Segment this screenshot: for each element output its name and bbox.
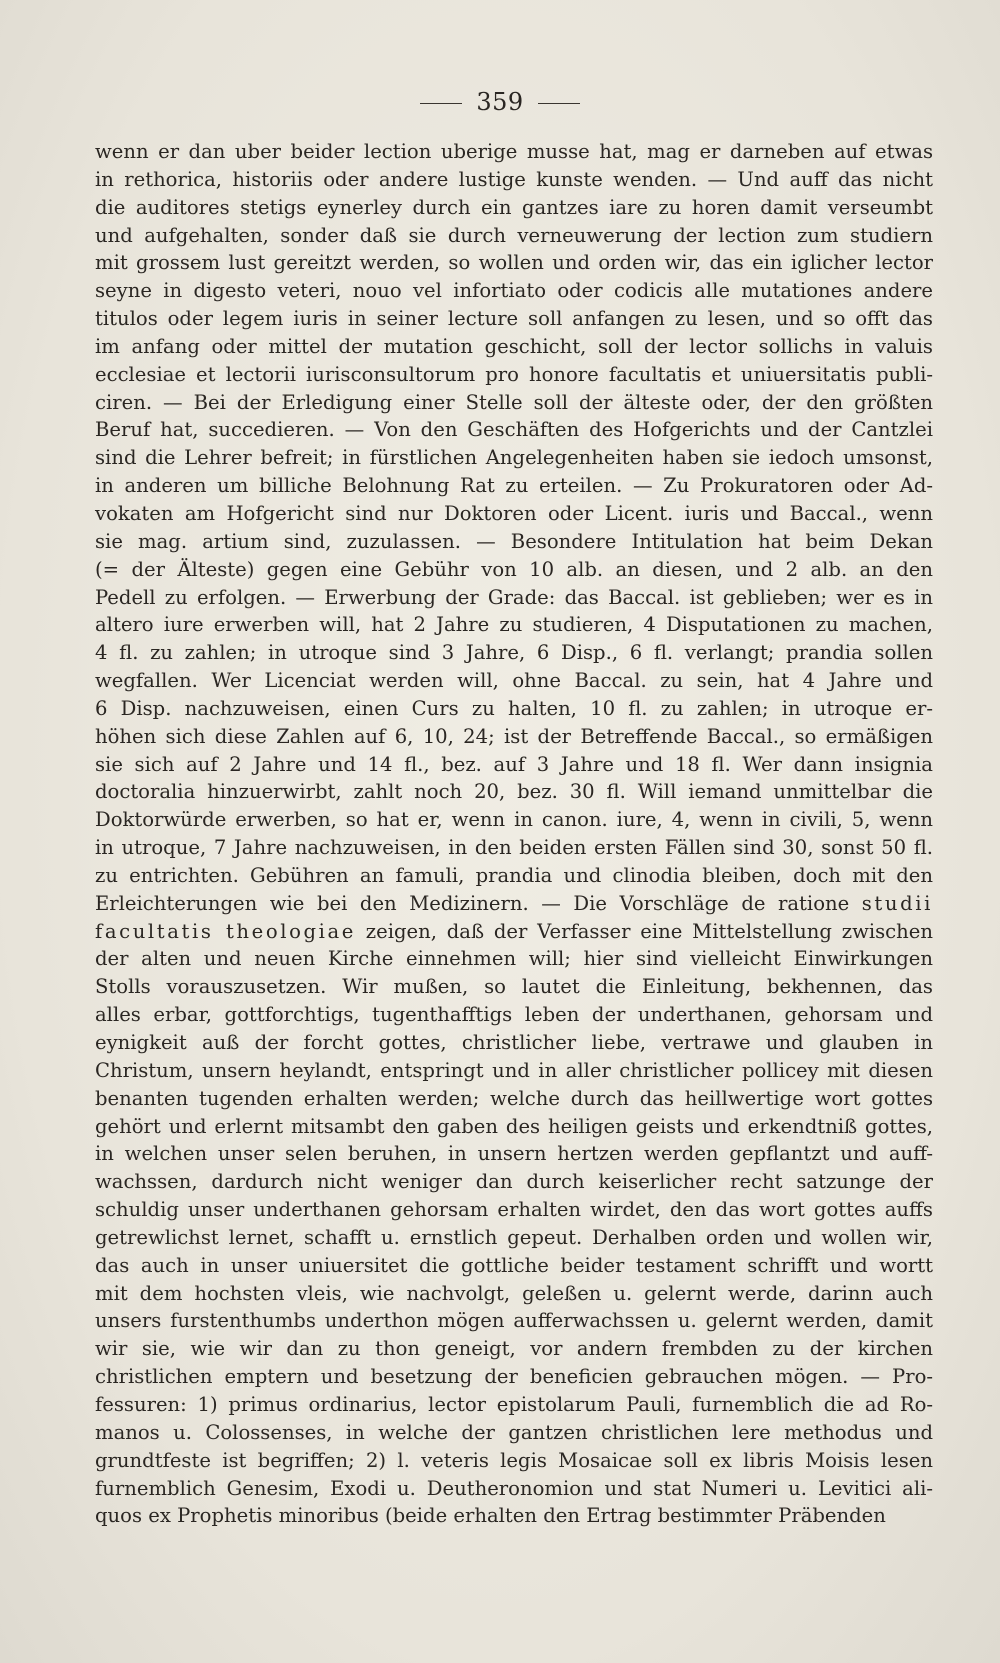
text-line: furnemblich Genesim, Exodi u. Deutheronomion und stat Numeri u. Levitici ali- — [95, 1476, 933, 1500]
text-line: sind die Lehrer befreit; in fürstlichen Angelegenheiten haben sie iedoch umsonst, — [95, 446, 933, 470]
text-line: höhen sich diese Zahlen auf 6, 10, 24; ist der Betreffende Baccal., so ermäßigen — [95, 724, 933, 748]
line-28-tail: zeigen, daß der Verfasser eine Mittelstellung zwischen — [355, 919, 933, 943]
text-line: Christum, unsern heylandt, entspringt und in aller christlicher pollicey mit diesen — [95, 1058, 933, 1082]
text-line: manos u. Colossenses, in welche der gantzen christlichen lere methodus und — [95, 1420, 933, 1444]
spaced-term-studii: studii — [861, 891, 933, 915]
text-line: quos ex Prophetis minoribus (beide erhalten den Ertrag bestimmter Präbenden — [95, 1504, 886, 1528]
text-line: 4 fl. zu zahlen; in utroque sind 3 Jahre, 6 Disp., 6 fl. verlangt; prandia sollen — [95, 641, 933, 665]
text-line: mit dem hochsten vleis, wie nachvolgt, geleßen u. gelernt werde, darinn auch — [95, 1281, 933, 1305]
line-27-lead: Erleichterungen wie bei den Medizinern. — Die Vorschläge de ratione — [95, 891, 862, 915]
text-line: in rethorica, historiis oder andere lustige kunste wenden. — Und auff das nicht — [95, 167, 933, 191]
text-line: sie sich auf 2 Jahre und 14 fl., bez. auf 3 Jahre und 18 fl. Wer dann insignia — [95, 752, 933, 776]
text-line: fessuren: 1) primus ordinarius, lector epistolarum Pauli, furnemblich die ad Ro- — [95, 1392, 933, 1416]
spaced-term-facultatis-theologiae: facultatis theologiae — [95, 919, 356, 943]
text-line: das auch in unser uniuersitet die gottliche beider testament schrifft und wortt — [95, 1253, 933, 1277]
text-line: und aufgehalten, sonder daß sie durch verneuwerung der lection zum studiern — [95, 223, 933, 247]
text-line: der alten und neuen Kirche einnehmen will; hier sind vielleicht Einwirkungen — [95, 947, 933, 971]
text-line: grundtfeste ist begriffen; 2) l. veteris legis Mosaicae soll ex libris Moisis lesen — [95, 1448, 933, 1472]
header-dash-right — [538, 103, 580, 104]
text-line: ecclesiae et lectorii iurisconsultorum pro honore facultatis et uniuersitatis publi- — [95, 362, 933, 386]
text-line: wachssen, dardurch nicht weniger dan durch keiserlicher recht satzunge der — [95, 1170, 933, 1194]
text-line: Stolls vorauszusetzen. Wir mußen, so lautet die Einleitung, bekhennen, das — [95, 975, 933, 999]
text-line: eynigkeit auß der forcht gottes, christlicher liebe, vertrawe und glauben in — [95, 1031, 933, 1054]
text-line: ciren. — Bei der Erledigung einer Stelle soll der älteste oder, der den größten — [95, 390, 933, 414]
page-header — [0, 88, 1000, 116]
text-line: mit grossem lust gereitzt werden, so wollen und orden wir, das ein iglicher lector — [95, 251, 933, 275]
text-line: Doktorwürde erwerben, so hat er, wenn in canon. iure, 4, wenn in civili, 5, wenn — [95, 808, 933, 832]
text-line: unsers furstenthumbs underthon mögen aufferwachssen u. gelernt werden, damit — [95, 1309, 933, 1333]
text-line: in welchen unser selen beruhen, in unsern hertzen werden gepflantzt und auff- — [95, 1142, 933, 1166]
body-text — [95, 138, 933, 1530]
text-line: wegfallen. Wer Licenciat werden will, ohne Baccal. zu sein, hat 4 Jahre und — [95, 669, 933, 693]
text-line: im anfang oder mittel der mutation geschicht, soll der lector sollichs in valuis — [95, 334, 933, 358]
text-line: wenn er dan uber beider lection uberige musse hat, mag er darneben auf etwas — [95, 140, 933, 163]
text-line: vokaten am Hofgericht sind nur Doktoren oder Licent. iuris und Baccal., wenn — [95, 501, 933, 525]
text-line: gehört und erlernt mitsambt den gaben des heiligen geists und erkendtniß gottes, — [95, 1114, 933, 1138]
text-line: titulos oder legem iuris in seiner lecture soll anfangen zu lesen, und so offt das — [95, 307, 933, 331]
text-line: die auditores stetigs eynerley durch ein gantzes iare zu horen damit verseumbt — [95, 195, 933, 219]
text-line: zu entrichten. Gebühren an famuli, prandia und clinodia bleiben, doch mit den — [95, 863, 933, 887]
text-line: in utroque, 7 Jahre nachzuweisen, in den beiden ersten Fällen sind 30, sonst 50 fl. — [95, 836, 933, 860]
text-line: Pedell zu erfolgen. — Erwerbung der Grade: das Baccal. ist geblieben; wer es in — [95, 585, 933, 609]
page-number: 359 — [476, 88, 524, 116]
text-line: getrewlichst lernet, schafft u. ernstlich gepeut. Derhalben orden und wollen wir, — [95, 1225, 933, 1249]
text-line: christlichen emptern und besetzung der beneficien gebrauchen mögen. — Pro- — [95, 1365, 933, 1389]
text-line: wir sie, wie wir dan zu thon geneigt, vor andern frembden zu der kirchen — [95, 1337, 933, 1361]
text-line: Beruf hat, succedieren. — Von den Geschäften des Hofgerichts und der Cantzlei — [95, 418, 933, 442]
text-line-with-spaced-term — [95, 918, 933, 946]
text-line-with-spaced-term — [95, 890, 933, 918]
header-dash-left — [420, 103, 462, 104]
text-line: altero iure erwerben will, hat 2 Jahre zu studieren, 4 Disputationen zu machen, — [95, 613, 933, 637]
text-line: 6 Disp. nachzuweisen, einen Curs zu halten, 10 fl. zu zahlen; in utroque er- — [95, 696, 933, 720]
text-line: alles erbar, gottforchtigs, tugenthafftigs leben der underthanen, gehorsam und — [95, 1003, 933, 1027]
text-line: seyne in digesto veteri, nouo vel infortiato oder codicis alle mutationes andere — [95, 279, 933, 303]
text-line: benanten tugenden erhalten werden; welche durch das heillwertige wort gottes — [95, 1086, 933, 1110]
text-line: (= der Älteste) gegen eine Gebühr von 10 alb. an diesen, und 2 alb. an den — [95, 557, 933, 581]
text-line: in anderen um billiche Belohnung Rat zu erteilen. — Zu Prokuratoren oder Ad- — [95, 474, 933, 498]
text-line: doctoralia hinzuerwirbt, zahlt noch 20, bez. 30 fl. Will iemand unmittelbar die — [95, 780, 933, 804]
text-line: sie mag. artium sind, zuzulassen. — Besondere Intitulation hat beim Dekan — [95, 529, 933, 553]
text-line: schuldig unser underthanen gehorsam erhalten wirdet, den das wort gottes auffs — [95, 1198, 933, 1222]
